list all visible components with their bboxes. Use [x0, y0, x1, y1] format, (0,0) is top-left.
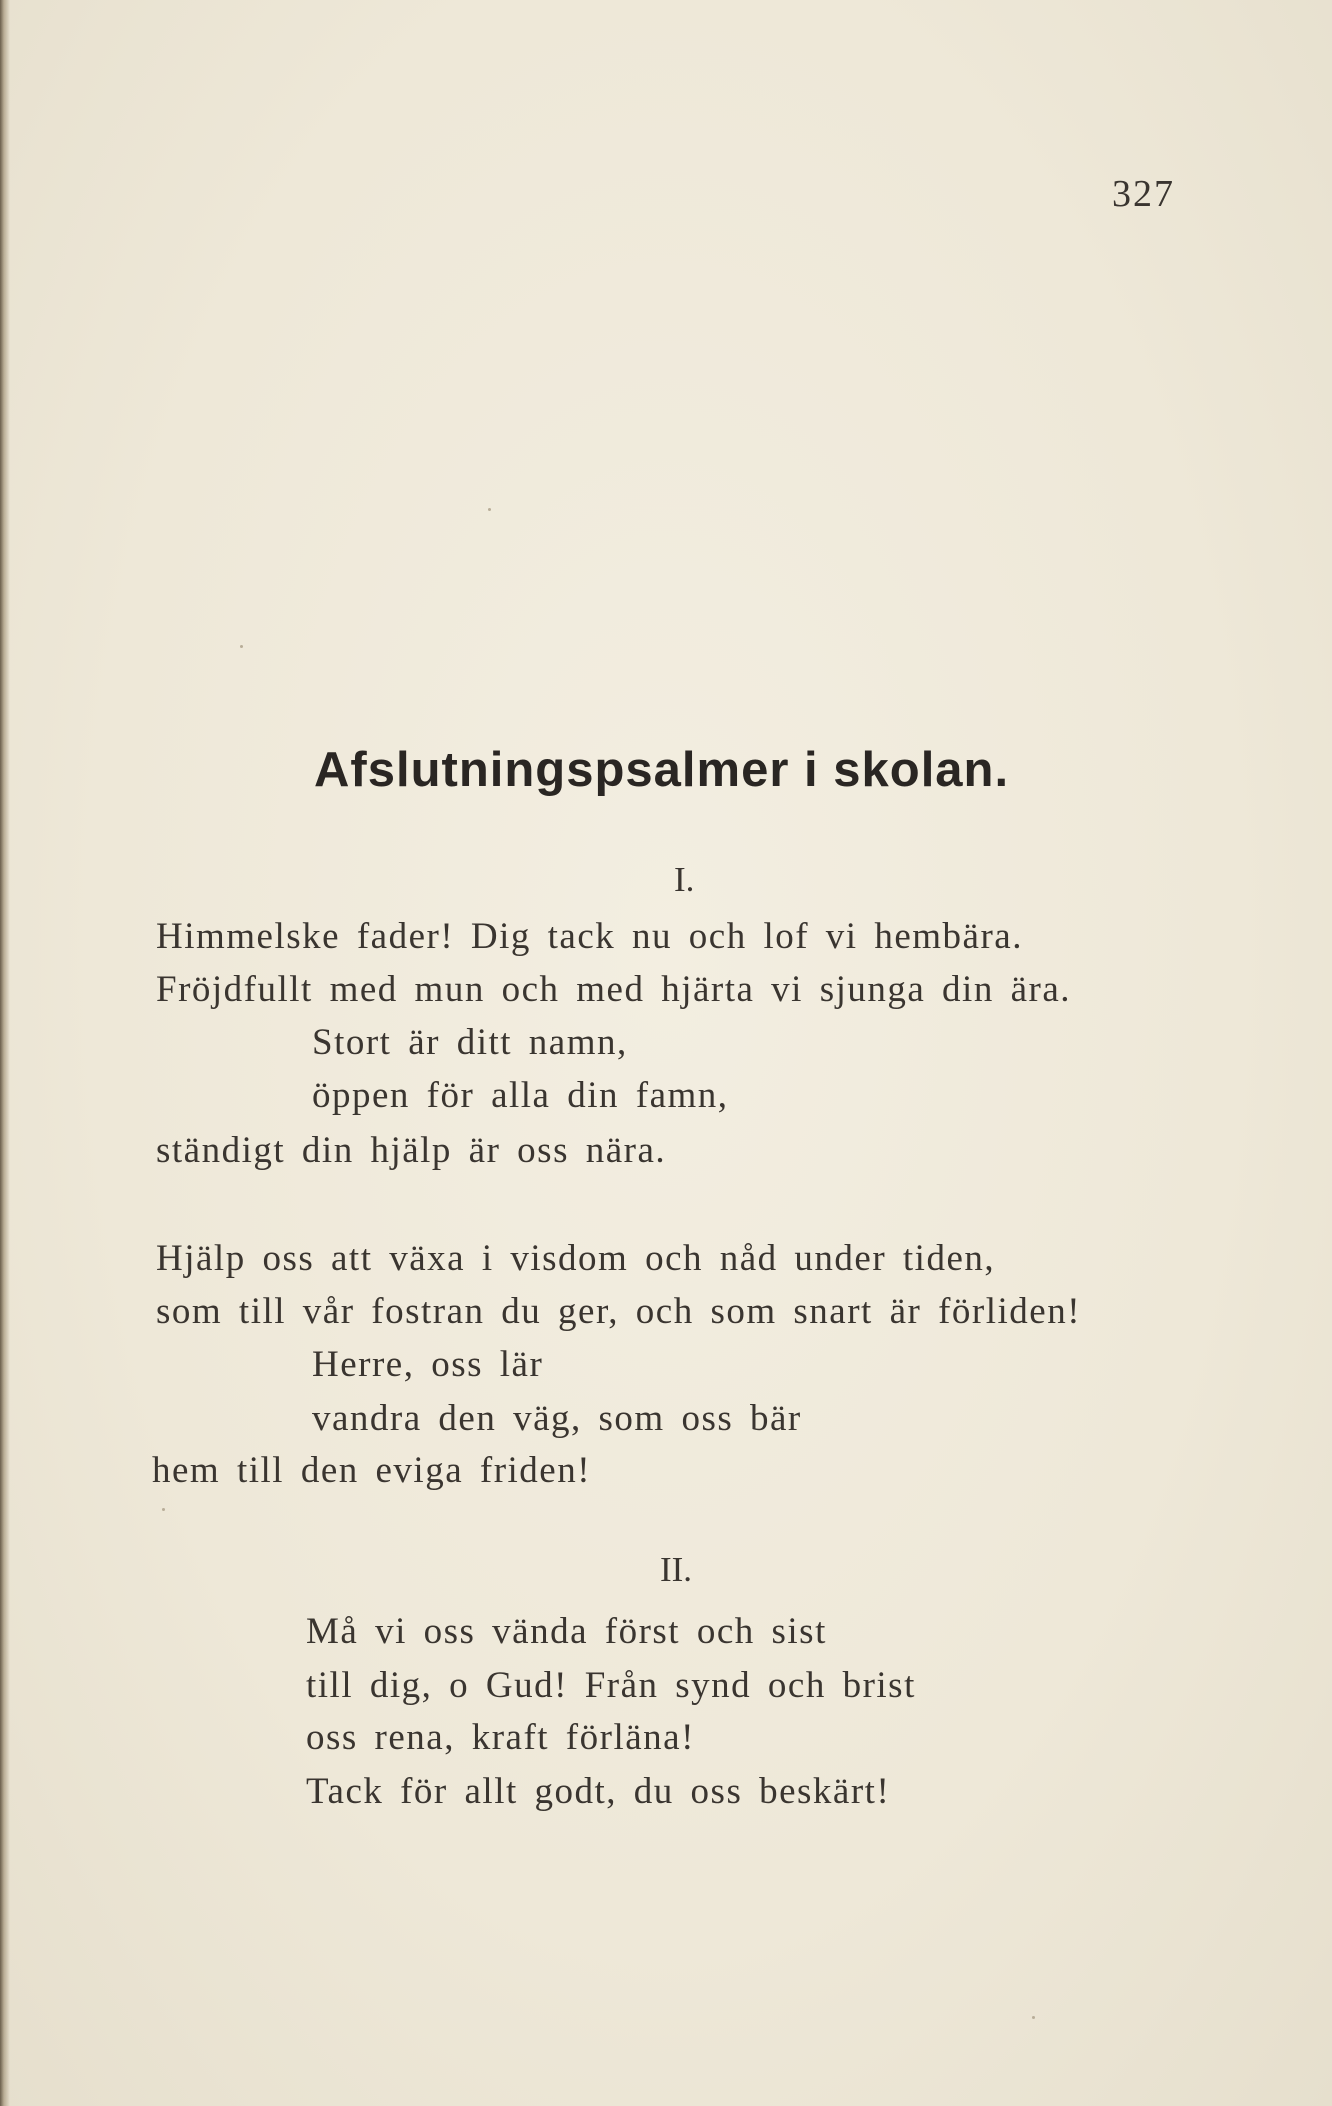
page-edge-shadow — [0, 0, 10, 2106]
verse-line: Hjälp oss att växa i visdom och nåd under tiden, — [156, 1238, 996, 1279]
verse-line: Fröjdfullt med mun och med hjärta vi sjunga din ära. — [156, 969, 1071, 1010]
verse-line: oss rena, kraft förläna! — [306, 1717, 695, 1758]
verse-line: hem till den eviga friden! — [152, 1450, 592, 1491]
verse-line: som till vår fostran du ger, och som snart är förliden! — [156, 1291, 1082, 1332]
paper-speck — [488, 508, 491, 511]
verse-line: Tack för allt godt, du oss beskärt! — [306, 1771, 891, 1812]
verse-line: till dig, o Gud! Från synd och brist — [306, 1665, 916, 1706]
verse-line: Stort är ditt namn, — [312, 1022, 628, 1063]
verse-line: Herre, oss lär — [312, 1344, 544, 1385]
hymn-one-numeral: I. — [674, 860, 695, 899]
paper-speck — [162, 1508, 165, 1511]
page-number: 327 — [1112, 173, 1175, 215]
verse-line: vandra den väg, som oss bär — [312, 1398, 802, 1439]
verse-line: öppen för alla din famn, — [312, 1075, 729, 1116]
verse-line: ständigt din hjälp är oss nära. — [156, 1130, 667, 1171]
paper-speck — [1032, 2016, 1035, 2019]
paper-speck — [240, 645, 243, 648]
hymn-section-title: Afslutningspsalmer i skolan. — [314, 743, 1010, 797]
verse-line: Må vi oss vända först och sist — [306, 1611, 827, 1652]
hymn-two-numeral: II. — [660, 1550, 693, 1589]
verse-line: Himmelske fader! Dig tack nu och lof vi hembära. — [156, 916, 1023, 957]
